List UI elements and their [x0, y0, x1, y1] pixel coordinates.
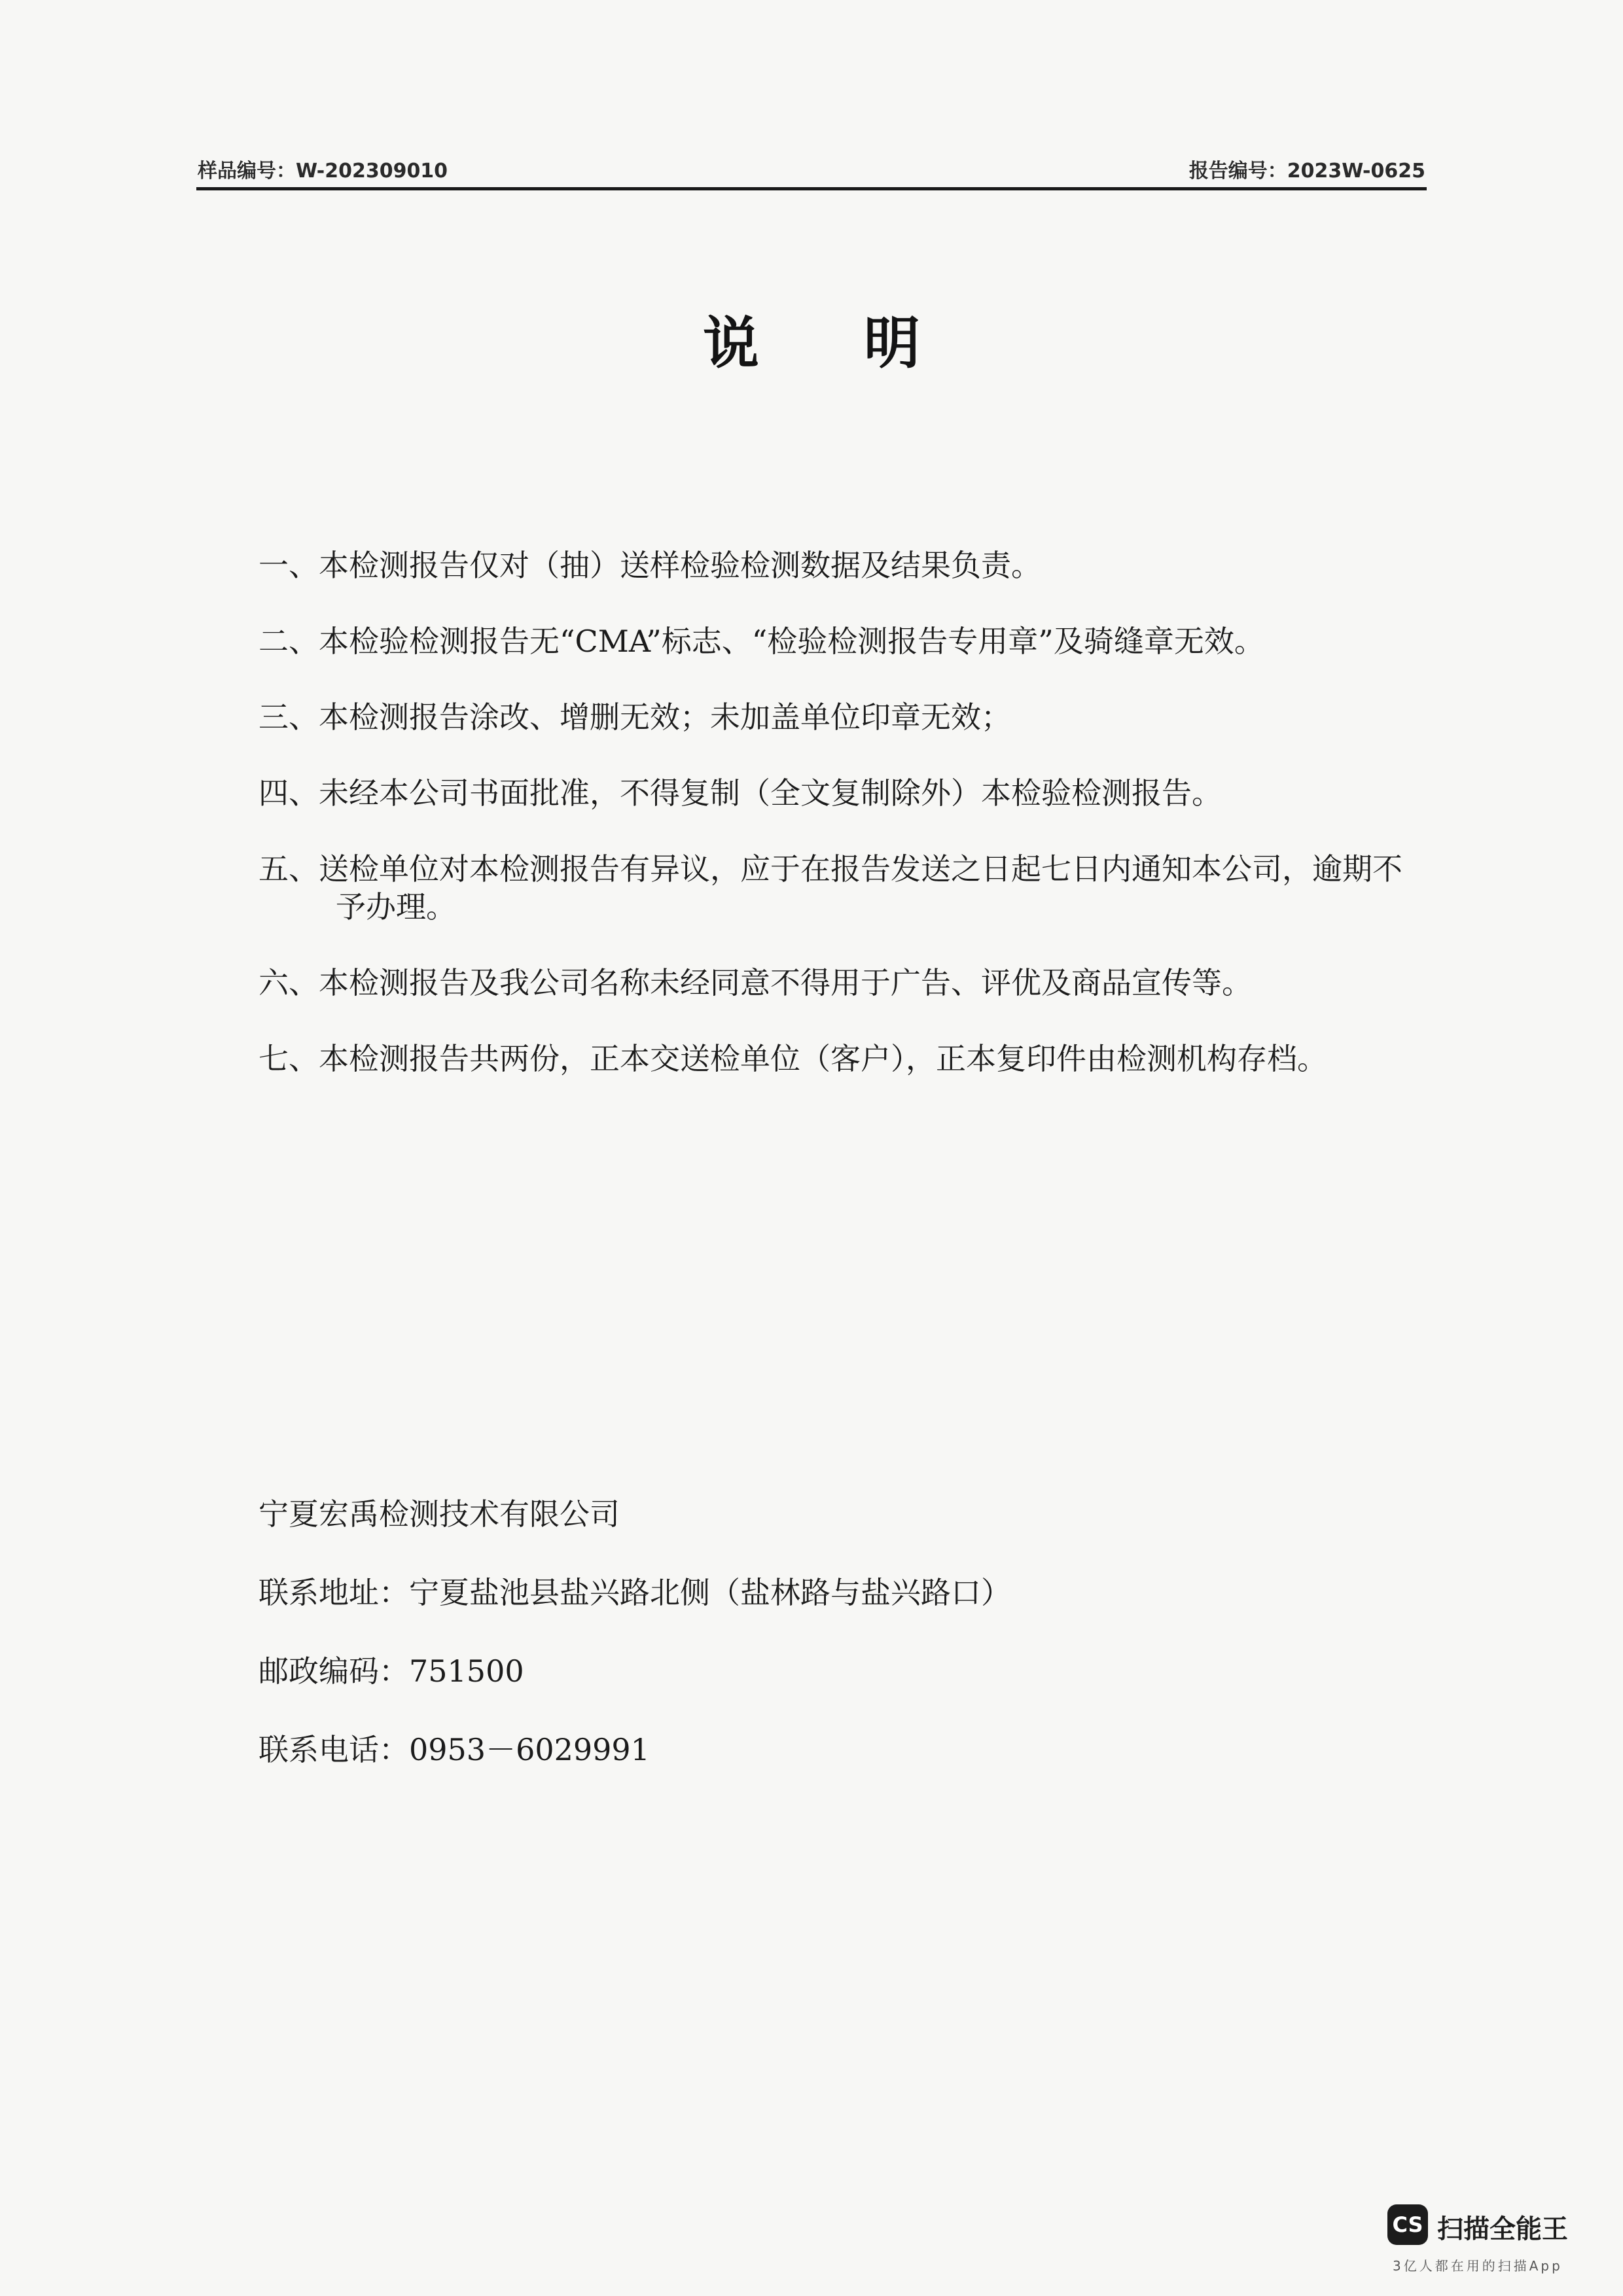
report-header: [196, 156, 1427, 190]
note-item: 七、本检测报告共两份，正本交送检单位（客户），正本复印件由检测机构存档。: [259, 1041, 1327, 1076]
scanner-watermark: [1387, 2204, 1597, 2276]
report-number: 报告编号：2023W-0625: [1188, 160, 1425, 183]
scanner-logo-icon: CS: [1387, 2204, 1428, 2245]
note-item: 三、本检测报告涂改、增删无效；未加盖单位印章无效；: [259, 699, 1011, 735]
company-info: [259, 1495, 1410, 1809]
company-address: 联系地址：宁夏盐池县盐兴路北侧（盐林路与盐兴路口）: [259, 1575, 1011, 1610]
note-item: 五、送检单位对本检测报告有异议，应于在报告发送之日起七日内通知本公司，逾期不予办理。: [259, 851, 1402, 925]
note-item: 六、本检测报告及我公司名称未经同意不得用于广告、评优及商品宣传等。: [259, 965, 1252, 1000]
company-name: 宁夏宏禹检测技术有限公司: [259, 1496, 620, 1532]
sample-number: 样品编号：W-202309010: [198, 160, 448, 183]
note-item: 四、未经本公司书面批准，不得复制（全文复制除外）本检验检测报告。: [259, 775, 1222, 811]
scanner-tagline: 3亿人都在用的扫描App: [1393, 2258, 1563, 2274]
note-item: 一、本检测报告仅对（抽）送样检验检测数据及结果负责。: [259, 548, 1041, 583]
note-item: 二、本检验检测报告无“CMA”标志、“检验检测报告专用章”及骑缝章无效。: [259, 624, 1264, 659]
company-postcode: 邮政编码：751500: [259, 1653, 524, 1689]
scanner-app-name: 扫描全能王: [1437, 2214, 1568, 2244]
notes-list: [259, 546, 1410, 1116]
page-title: 说明: [703, 311, 1025, 376]
company-phone: 联系电话：0953－6029991: [259, 1732, 650, 1767]
